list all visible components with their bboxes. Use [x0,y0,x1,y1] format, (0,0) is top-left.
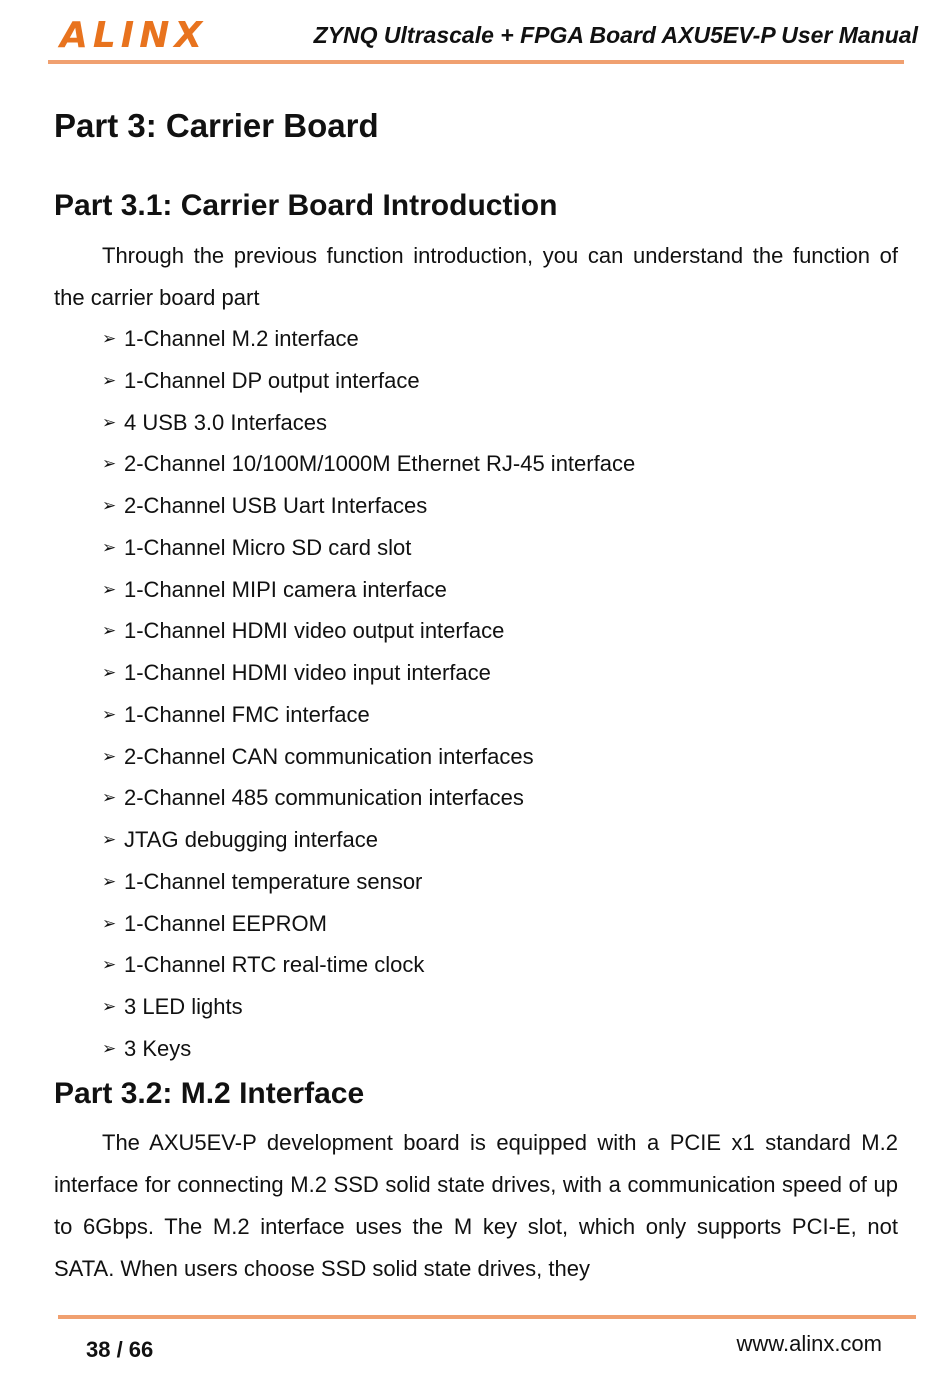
arrow-bullet-icon: ➢ [102,496,117,515]
arrow-bullet-icon: ➢ [102,871,117,891]
feature-list-item [102,777,635,819]
arrow-bullet-icon: ➢ [102,746,117,766]
feature-label: 1-Channel MIPI camera interface [124,576,447,602]
arrow-bullet-icon: ➢ [102,370,117,390]
header-divider [48,60,904,64]
arrow-bullet-icon: ➢ [102,621,117,641]
feature-list-item [102,610,635,652]
feature-list-item [102,318,635,360]
feature-label: JTAG debugging interface [124,827,378,852]
m2-heading: Part 3.2: M.2 Interface [54,1077,365,1110]
feature-list-item [102,652,635,694]
feature-label: 1-Channel M.2 interface [124,326,359,351]
feature-label: 1-Channel EEPROM [124,910,327,936]
feature-list-item [102,1028,635,1070]
footer-divider [58,1315,916,1319]
feature-label: 1-Channel HDMI video output interface [124,618,505,644]
feature-label: 2-Channel 485 communication interfaces [124,785,524,811]
feature-list-item [102,569,635,611]
feature-label: 3 Keys [124,1035,192,1061]
feature-list-item [102,861,635,903]
website-link[interactable]: www.alinx.com [736,1331,882,1356]
feature-list-item [102,527,635,569]
arrow-bullet-icon: ➢ [102,913,117,933]
arrow-bullet-icon: ➢ [102,663,117,682]
feature-label: 1-Channel DP output interface [124,367,420,393]
feature-list-item [102,944,635,986]
arrow-bullet-icon: ➢ [102,830,117,849]
feature-list-item [102,443,635,485]
arrow-bullet-icon: ➢ [102,537,117,557]
feature-label: 1-Channel RTC real-time clock [124,952,425,978]
feature-list-item [102,402,635,444]
arrow-bullet-icon: ➢ [102,704,117,724]
feature-list-item [102,986,635,1028]
feature-label: 4 USB 3.0 Interfaces [124,409,327,435]
feature-label: 2-Channel CAN communication interfaces [124,743,534,769]
section-title: Part 3: Carrier Board [54,107,379,144]
feature-label: 3 LED lights [124,994,243,1019]
alinx-logo: ALINX [60,15,208,56]
feature-label: 1-Channel temperature sensor [124,868,423,894]
feature-list-item [102,360,635,402]
feature-list-item [102,694,635,736]
arrow-bullet-icon: ➢ [102,955,117,975]
feature-label: 1-Channel FMC interface [124,701,370,727]
intro-paragraph: Through the previous function introduction, you can understand the function of the carrier board part [54,243,898,310]
intro-heading: Part 3.1: Carrier Board Introduction [54,189,558,222]
feature-list-item [102,485,635,527]
feature-label: 1-Channel HDMI video input interface [124,660,491,685]
arrow-bullet-icon: ➢ [102,579,117,599]
manual-title: ZYNQ Ultrascale + FPGA Board AXU5EV-P User Manual [313,22,918,48]
m2-paragraph: The AXU5EV-P development board is equipped with a PCIE x1 standard M.2 interface for connecting M.2 SSD solid state drives, with a communication speed of up to 6Gbps. The M.2 interface uses the M key slot, which only supports PCI-E, not SATA. When users choose SSD solid state drives, they [54,1130,898,1281]
feature-list-item [102,819,635,861]
feature-list-item [102,903,635,945]
arrow-bullet-icon: ➢ [102,997,117,1016]
arrow-bullet-icon: ➢ [102,788,117,808]
page-number: 38 / 66 [86,1337,154,1362]
feature-label: 1-Channel Micro SD card slot [124,534,412,560]
feature-label: 2-Channel 10/100M/1000M Ethernet RJ-45 interface [124,451,636,477]
arrow-bullet-icon: ➢ [102,454,117,474]
feature-list-item [102,736,635,778]
feature-list [102,318,635,1070]
arrow-bullet-icon: ➢ [102,1038,117,1058]
feature-label: 2-Channel USB Uart Interfaces [124,493,428,518]
arrow-bullet-icon: ➢ [102,329,117,348]
arrow-bullet-icon: ➢ [102,412,117,432]
